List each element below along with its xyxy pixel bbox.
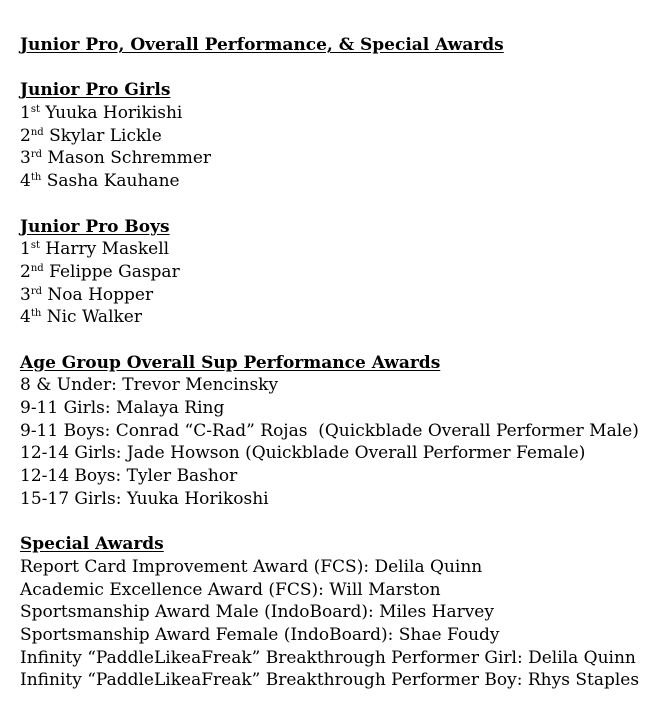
document-title: Junior Pro, Overall Performance, & Special Awards [20,35,504,55]
place-number: 1 [20,103,31,124]
junior-pro-girls-entry [20,102,640,125]
place-number: 1 [20,239,31,260]
junior-pro-girls-entry [20,125,640,148]
special-awards-heading: Special Awards [20,534,164,555]
special-award-entry: Academic Excellence Award (FCS): Will Marston [20,579,441,600]
place-suffix: th [30,172,42,184]
spacer [20,57,640,80]
awards-document [20,34,640,692]
junior-pro-girls-entry [20,170,640,193]
place-number: 2 [20,261,31,282]
junior-pro-boys-entry [20,238,640,261]
athlete-name: Skylar Lickle [49,125,162,146]
age-group-entry: 15-17 Girls: Yuuka Horikoshi [20,488,269,509]
junior-pro-girls-entry [20,147,640,170]
athlete-name: Felippe Gaspar [49,261,180,282]
athlete-name: Sasha Kauhane [46,171,180,192]
special-award-entry: Report Card Improvement Award (FCS): Delila Quinn [20,556,483,577]
age-group-entry: 12-14 Girls: Jade Howson (Quickblade Overall Performer Female) [20,443,586,464]
age-group-heading: Age Group Overall Sup Performance Awards [20,352,441,373]
place-number: 4 [20,307,31,328]
junior-pro-boys-entry [20,306,640,329]
athlete-name: Harry Maskell [45,239,170,260]
place-suffix: rd [30,149,43,161]
age-group-entry: 9-11 Boys: Conrad “C-Rad” Rojas (Quickblade Overall Performer Male) [20,420,639,441]
place-suffix: rd [30,285,43,297]
junior-pro-boys-entry [20,284,640,307]
athlete-name: Nic Walker [46,307,142,328]
place-suffix: nd [30,262,44,274]
age-group-entry: 9-11 Girls: Malaya Ring [20,398,225,418]
athlete-name: Noa Hopper [47,284,154,305]
age-group-entry: 12-14 Boys: Tyler Bashor [20,466,238,487]
special-award-entry: Infinity “PaddleLikeaFreak” Breakthrough Performer Boy: Rhys Staples [20,670,640,691]
junior-pro-boys-entry [20,261,640,284]
spacer [20,510,640,533]
athlete-name: Yuuka Horikishi [45,103,183,124]
special-award-entry: Sportsmanship Award Male (IndoBoard): Miles Harvey [20,602,494,623]
place-suffix: nd [30,126,44,138]
junior-pro-girls-heading: Junior Pro Girls [20,80,171,101]
place-number: 3 [20,148,31,169]
spacer [20,193,640,216]
age-group-entry: 8 & Under: Trevor Mencinsky [20,375,279,396]
place-number: 4 [20,171,31,192]
place-suffix: st [30,104,40,116]
place-number: 3 [20,284,31,305]
place-number: 2 [20,125,31,146]
spacer [20,329,640,352]
place-suffix: st [30,240,40,252]
athlete-name: Mason Schremmer [47,148,212,169]
special-award-entry: Infinity “PaddleLikeaFreak” Breakthrough Performer Girl: Delila Quinn [20,647,636,668]
place-suffix: th [30,308,42,320]
special-award-entry: Sportsmanship Award Female (IndoBoard): Shae Foudy [20,624,500,645]
junior-pro-boys-heading: Junior Pro Boys [20,216,170,237]
